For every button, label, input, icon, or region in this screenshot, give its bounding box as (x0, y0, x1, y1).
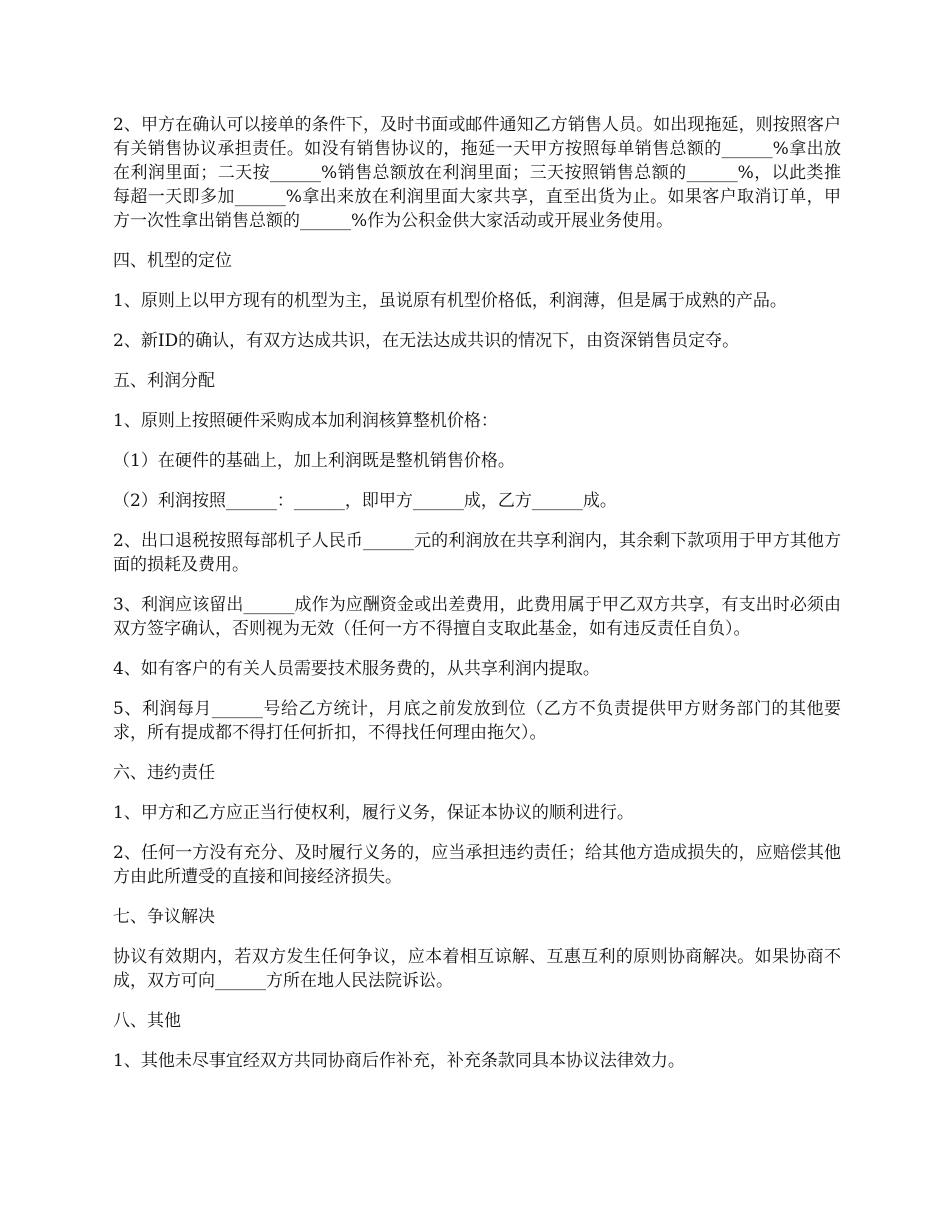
section-heading-dispute: 七、争议解决 (113, 907, 215, 927)
section-heading-model-positioning: 四、机型的定位 (113, 251, 232, 271)
section-heading-liability: 六、违约责任 (113, 763, 215, 783)
clause-2-notification: 2、甲方在确认可以接单的条件下，及时书面或邮件通知乙方销售人员。如出现拖延，则按照客户有关销售协议承担责任。如没有销售协议的，拖延一天甲方按照每单销售总额的______%拿出放在利润里面；二天按______%销售总额放在利润里面；三天按照销售总额的______%，以此类推每超一天即多加______%拿出来放在利润里面大家共享，直至出货为止。如果客户取消订单，甲方一次性拿出销售总额的______%作为公积金供大家活动或开展业务使用。 (113, 115, 841, 231)
section-heading-profit-distribution: 五、利润分配 (113, 371, 215, 391)
clause-liability-2: 2、任何一方没有充分、及时履行义务的，应当承担违约责任；给其他方造成损失的，应赔偿其他方由此所遭受的直接和间接经济损失。 (113, 843, 841, 887)
clause-other-1: 1、其他未尽事宜经双方共同协商后作补充，补充条款同具本协议法律效力。 (113, 1051, 685, 1071)
clause-profit-1-sub-2: （2）利润按照______：______，即甲方______成，乙方______成。 (113, 491, 617, 511)
clause-profit-1-sub-1: （1）在硬件的基础上，加上利润既是整机销售价格。 (113, 451, 515, 471)
section-heading-other: 八、其他 (113, 1011, 181, 1031)
document-page (113, 113, 841, 1089)
clause-liability-1: 1、甲方和乙方应正当行使权利，履行义务，保证本协议的顺利进行。 (113, 803, 634, 823)
clause-profit-1: 1、原则上按照硬件采购成本加利润核算整机价格： (113, 411, 498, 431)
clause-model-1: 1、原则上以甲方现有的机型为主，虽说原有机型价格低，利润薄，但是属于成熟的产品。 (113, 291, 787, 311)
clause-dispute: 协议有效期内，若双方发生任何争议，应本着相互谅解、互惠互利的原则协商解决。如果协商不成，双方可向______方所在地人民法院诉讼。 (113, 947, 841, 991)
clause-profit-4: 4、如有客户的有关人员需要技术服务费的，从共享利润内提取。 (113, 659, 600, 679)
clause-model-2: 2、新ID的确认，有双方达成共识，在无法达成共识的情况下，由资深销售员定夺。 (113, 331, 740, 351)
clause-profit-3: 3、利润应该留出______成作为应酬资金或出差费用，此费用属于甲乙双方共享，有支出时必须由双方签字确认，否则视为无效（任何一方不得擅自支取此基金，如有违反责任自负）。 (113, 595, 841, 639)
clause-profit-5: 5、利润每月______号给乙方统计，月底之前发放到位（乙方不负责提供甲方财务部门的其他要求，所有提成都不得打任何折扣，不得找任何理由拖欠）。 (113, 699, 841, 743)
clause-profit-2: 2、出口退税按照每部机子人民币______元的利润放在共享利润内，其余剩下款项用于甲方其他方面的损耗及费用。 (113, 531, 841, 575)
